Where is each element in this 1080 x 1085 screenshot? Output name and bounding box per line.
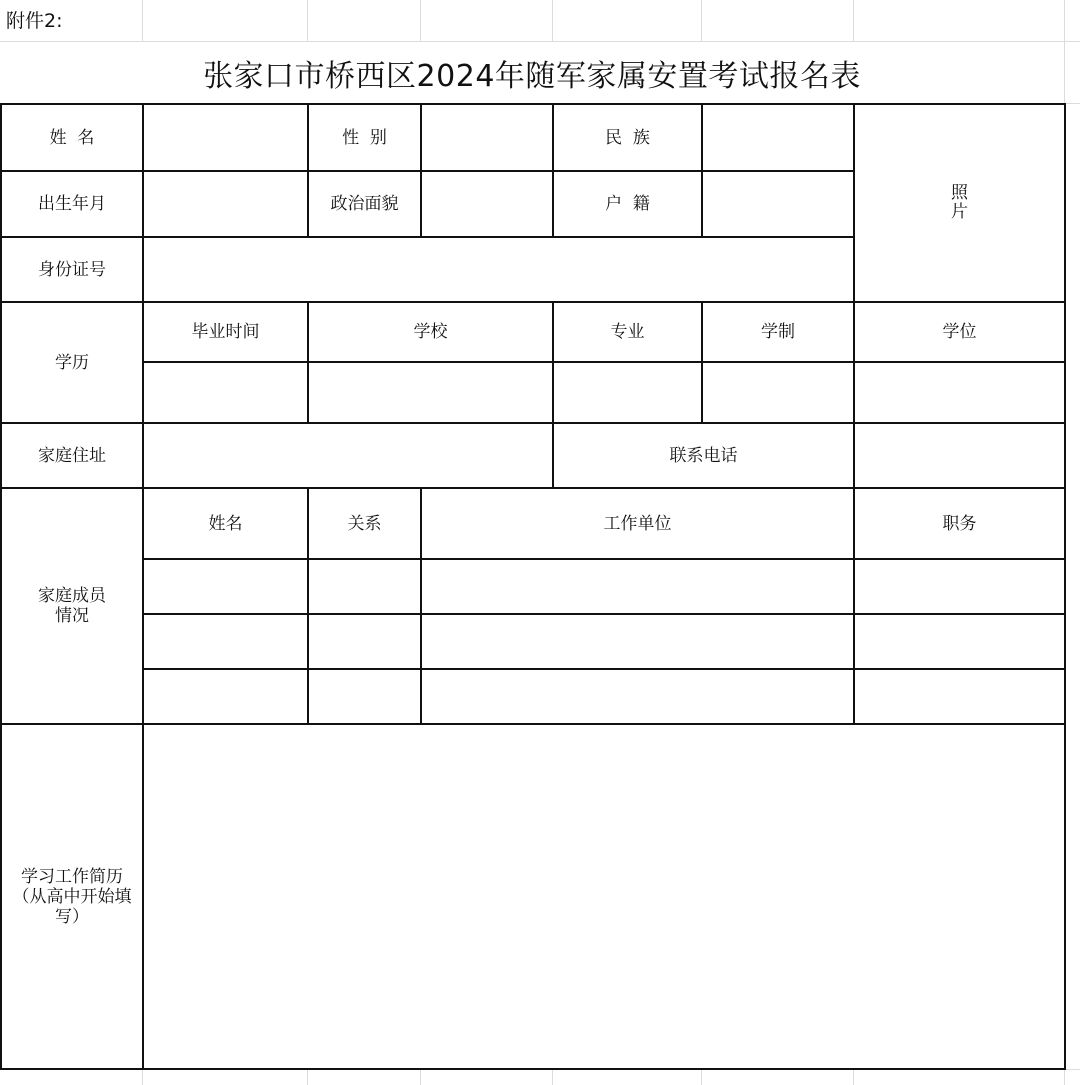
family-header-relation: 关系 bbox=[307, 487, 422, 560]
political-label: 政治面貌 bbox=[307, 170, 422, 238]
gender-field[interactable] bbox=[420, 103, 554, 172]
name-field[interactable] bbox=[142, 103, 309, 172]
edu-duration-field[interactable] bbox=[701, 361, 855, 424]
family-row-3-position[interactable] bbox=[853, 668, 1066, 725]
edu-header-degree: 学位 bbox=[853, 301, 1066, 363]
political-field[interactable] bbox=[420, 170, 554, 238]
resume-field[interactable] bbox=[142, 723, 1066, 1070]
education-label: 学历 bbox=[0, 301, 144, 424]
family-row-1-name[interactable] bbox=[142, 558, 309, 615]
edu-header-major: 专业 bbox=[552, 301, 703, 363]
family-row-1-position[interactable] bbox=[853, 558, 1066, 615]
photo-box[interactable]: 照片 bbox=[853, 103, 1066, 303]
family-header-employer: 工作单位 bbox=[420, 487, 855, 560]
family-row-2-name[interactable] bbox=[142, 613, 309, 670]
birth-field[interactable] bbox=[142, 170, 309, 238]
family-row-3-employer[interactable] bbox=[420, 668, 855, 725]
household-label: 户 籍 bbox=[552, 170, 703, 238]
birth-label: 出生年月 bbox=[0, 170, 144, 238]
id-number-label: 身份证号 bbox=[0, 236, 144, 303]
address-field[interactable] bbox=[142, 422, 554, 489]
gender-label: 性 别 bbox=[307, 103, 422, 172]
family-row-3-name[interactable] bbox=[142, 668, 309, 725]
phone-field[interactable] bbox=[853, 422, 1066, 489]
edu-header-school: 学校 bbox=[307, 301, 554, 363]
family-row-2-position[interactable] bbox=[853, 613, 1066, 670]
household-field[interactable] bbox=[701, 170, 855, 238]
family-row-3-relation[interactable] bbox=[307, 668, 422, 725]
family-row-2-employer[interactable] bbox=[420, 613, 855, 670]
id-number-field[interactable] bbox=[142, 236, 855, 303]
ethnicity-label: 民 族 bbox=[552, 103, 703, 172]
name-label: 姓 名 bbox=[0, 103, 144, 172]
edu-header-grad-time: 毕业时间 bbox=[142, 301, 309, 363]
address-label: 家庭住址 bbox=[0, 422, 144, 489]
family-header-position: 职务 bbox=[853, 487, 1066, 560]
edu-degree-field[interactable] bbox=[853, 361, 1066, 424]
family-header-name: 姓名 bbox=[142, 487, 309, 560]
resume-label: 学习工作简历（从高中开始填写） bbox=[0, 723, 144, 1070]
edu-header-duration: 学制 bbox=[701, 301, 855, 363]
form-title: 张家口市桥西区2024年随军家属安置考试报名表 bbox=[0, 42, 1064, 103]
family-row-1-relation[interactable] bbox=[307, 558, 422, 615]
family-row-1-employer[interactable] bbox=[420, 558, 855, 615]
family-row-2-relation[interactable] bbox=[307, 613, 422, 670]
family-label: 家庭成员情况 bbox=[0, 487, 144, 725]
ethnicity-field[interactable] bbox=[701, 103, 855, 172]
phone-label: 联系电话 bbox=[552, 422, 855, 489]
edu-major-field[interactable] bbox=[552, 361, 703, 424]
edu-grad-time-field[interactable] bbox=[142, 361, 309, 424]
edu-school-field[interactable] bbox=[307, 361, 554, 424]
attachment-label: 附件2: bbox=[6, 10, 63, 32]
